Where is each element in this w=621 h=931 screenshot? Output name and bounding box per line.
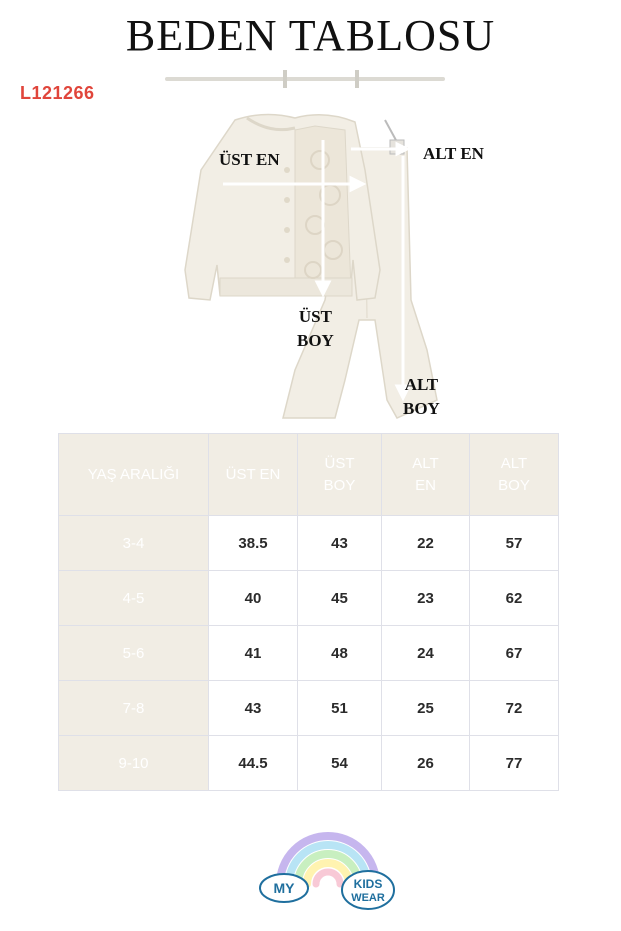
size-table bbox=[58, 433, 559, 791]
table-row bbox=[59, 516, 559, 571]
header-text: BOY bbox=[498, 476, 530, 494]
label-alt-boy-line1: ALT bbox=[404, 375, 439, 394]
label-alt-boy bbox=[403, 373, 440, 421]
label-ust-en: ÜST EN bbox=[219, 150, 280, 169]
header-text: BOY bbox=[323, 476, 356, 494]
label-alt-en: ALT EN bbox=[423, 144, 484, 163]
age-cell: 4-5 bbox=[59, 571, 209, 626]
product-code: L121266 bbox=[20, 83, 95, 103]
table-row bbox=[59, 571, 559, 626]
table-cell: 67 bbox=[470, 626, 559, 681]
table-cell: 48 bbox=[298, 626, 382, 681]
table-cell: 44.5 bbox=[209, 736, 298, 791]
table-cell: 45 bbox=[298, 571, 382, 626]
header-text: EN bbox=[415, 476, 436, 494]
table-cell: 40 bbox=[209, 571, 298, 626]
table-cell: 43 bbox=[209, 681, 298, 736]
table-row bbox=[59, 736, 559, 791]
header-text: ALT bbox=[500, 454, 528, 472]
header-yas-araligi bbox=[59, 434, 209, 516]
left-cloud-icon bbox=[260, 874, 308, 902]
header-alt-en bbox=[382, 434, 470, 516]
table-cell: 23 bbox=[382, 571, 470, 626]
hanger-rail bbox=[165, 64, 445, 94]
header-ust-boy bbox=[298, 434, 382, 516]
table-cell: 77 bbox=[470, 736, 559, 791]
age-cell: 9-10 bbox=[59, 736, 209, 791]
table-cell: 22 bbox=[382, 516, 470, 571]
table-cell: 72 bbox=[470, 681, 559, 736]
table-cell: 25 bbox=[382, 681, 470, 736]
table-cell: 51 bbox=[298, 681, 382, 736]
header-ust-en bbox=[209, 434, 298, 516]
header-text: YAŞ ARALIĞI bbox=[87, 465, 180, 483]
table-cell: 54 bbox=[298, 736, 382, 791]
page-title: BEDEN TABLOSU bbox=[125, 11, 496, 60]
table-cell: 41 bbox=[209, 626, 298, 681]
logo-kids-text: KIDS bbox=[353, 877, 383, 891]
table-cell: 24 bbox=[382, 626, 470, 681]
table-cell: 26 bbox=[382, 736, 470, 791]
my-kids-wear-logo bbox=[258, 822, 398, 917]
age-cell: 7-8 bbox=[59, 681, 209, 736]
table-cell: 62 bbox=[470, 571, 559, 626]
table-cell: 43 bbox=[298, 516, 382, 571]
header-text: ÜST EN bbox=[225, 465, 281, 483]
table-row bbox=[59, 681, 559, 736]
age-cell: 3-4 bbox=[59, 516, 209, 571]
label-ust-boy-line2: BOY bbox=[297, 331, 334, 350]
logo-wear-text: WEAR bbox=[351, 892, 385, 904]
label-ust-boy-line1: ÜST bbox=[298, 307, 332, 326]
table-row bbox=[59, 626, 559, 681]
cardigan-shape bbox=[185, 114, 380, 300]
label-alt-boy-line2: BOY bbox=[403, 399, 440, 418]
header-text: ÜST bbox=[324, 454, 355, 472]
header-text: ALT bbox=[412, 454, 439, 472]
right-cloud-icon bbox=[342, 871, 394, 909]
logo-my-text: MY bbox=[273, 880, 295, 896]
label-ust-boy bbox=[297, 305, 334, 353]
table-cell: 38.5 bbox=[209, 516, 298, 571]
table-header-row bbox=[59, 434, 559, 516]
table-cell: 57 bbox=[470, 516, 559, 571]
age-cell: 5-6 bbox=[59, 626, 209, 681]
header-alt-boy bbox=[470, 434, 559, 516]
